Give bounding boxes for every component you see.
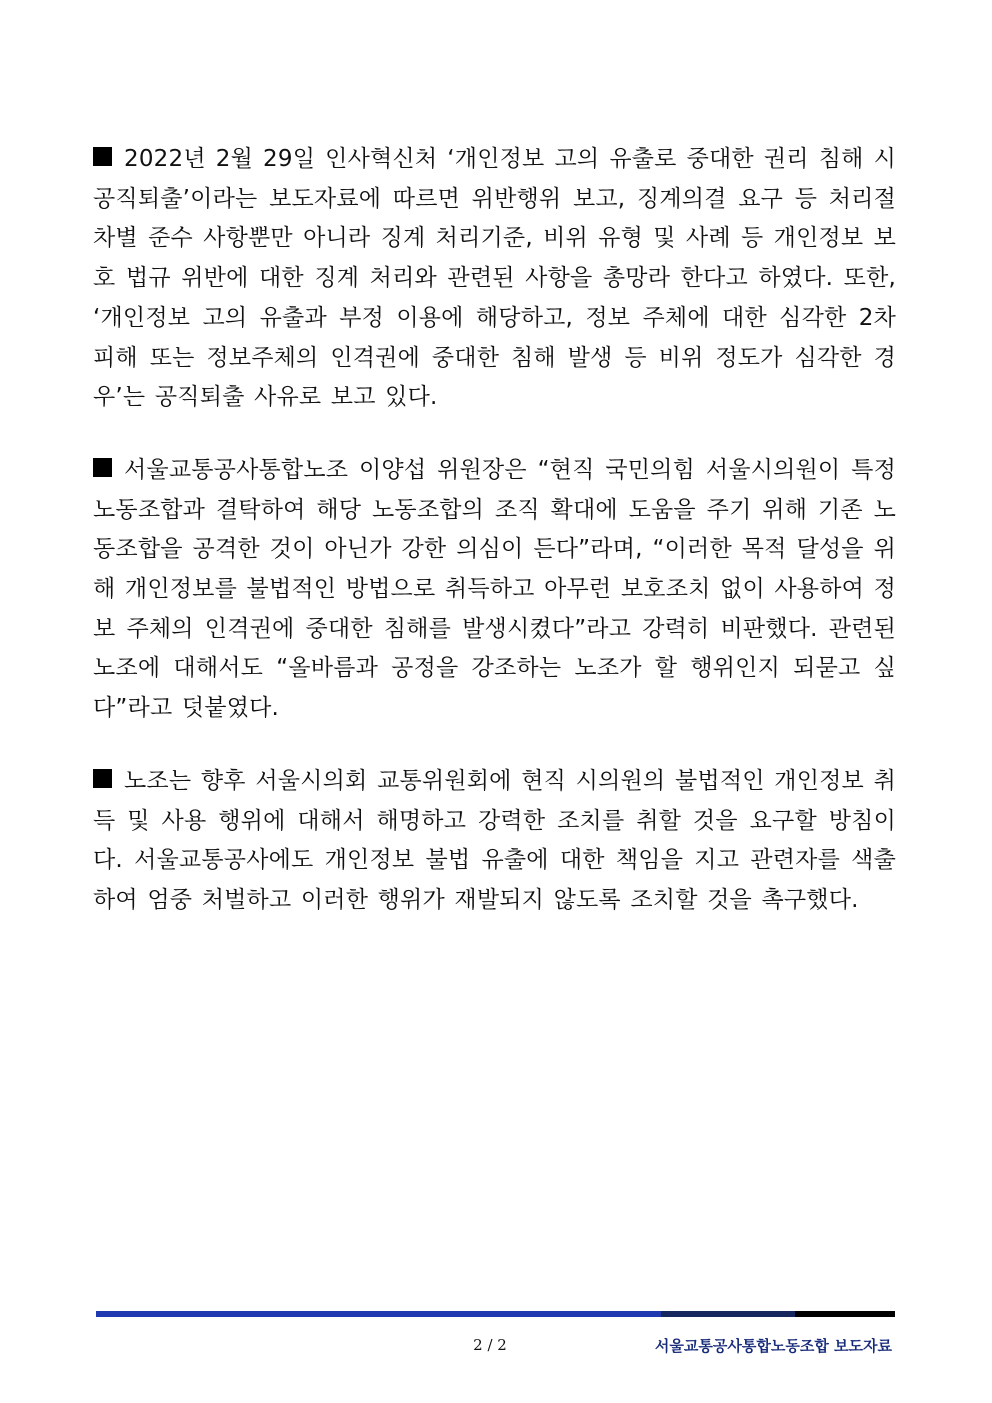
footer-organization: 서울교통공사통합노동조합 보도자료	[654, 1337, 892, 1355]
black-square-icon	[93, 458, 112, 477]
paragraph-3	[93, 762, 896, 921]
paragraph-1-text: 2022년 2월 29일 인사혁신처 ‘개인정보 고의 유출로 중대한 권리 침해 시 공직퇴출’이라는 보도자료에 따르면 위반행위 보고, 징계의결 요구 등 처리절차별 준수 사항뿐만 아니라 징계 처리기준, 비위 유형 및 사례 등 개인정보 보호 법규 위반에 대한 징계 처리와 관련된 사항을 총망라 한다고 하였다. 또한, ‘개인정보 고의 유출과 부정 이용에 해당하고, 정보 주체에 대한 심각한 2차 피해 또는 정보주체의 인격권에 중대한 침해 발생 등 비위 정도가 심각한 경우’는 공직퇴출 사유로 보고 있다.	[93, 146, 896, 411]
paragraph-2	[93, 451, 896, 729]
footer-rule-navy	[661, 1311, 795, 1317]
paragraph-3-text: 노조는 향후 서울시의회 교통위원회에 현직 시의원의 불법적인 개인정보 취득 및 사용 행위에 대해서 해명하고 강력한 조치를 취할 것을 요구할 방침이다. 서울교통공사에도 개인정보 불법 유출에 대한 책임을 지고 관련자를 색출하여 엄중 처벌하고 이러한 행위가 재발되지 않도록 조치할 것을 촉구했다.	[93, 767, 896, 913]
black-square-icon	[93, 147, 112, 166]
paragraph-2-text: 서울교통공사통합노조 이양섭 위원장은 “현직 국민의힘 서울시의원이 특정 노동조합과 결탁하여 해당 노동조합의 조직 확대에 도움을 주기 위해 기존 노동조합을 공격한 것이 아닌가 강한 의심이 든다”라며, “이러한 목적 달성을 위해 개인정보를 불법적인 방법으로 취득하고 아무런 보호조치 없이 사용하여 정보 주체의 인격권에 중대한 침해를 발생시켰다”라고 강력히 비판했다. 관련된 노조에 대해서도 “올바름과 공정을 강조하는 노조가 할 행위인지 되묻고 싶다”라고 덧붙였다.	[93, 456, 896, 722]
black-square-icon	[93, 769, 112, 788]
paragraph-1	[93, 140, 896, 418]
document-body	[93, 140, 896, 954]
footer-rule	[96, 1311, 895, 1317]
footer-rule-black	[795, 1311, 895, 1317]
page-number: 2 / 2	[473, 1336, 507, 1354]
footer-rule-blue	[96, 1311, 661, 1317]
